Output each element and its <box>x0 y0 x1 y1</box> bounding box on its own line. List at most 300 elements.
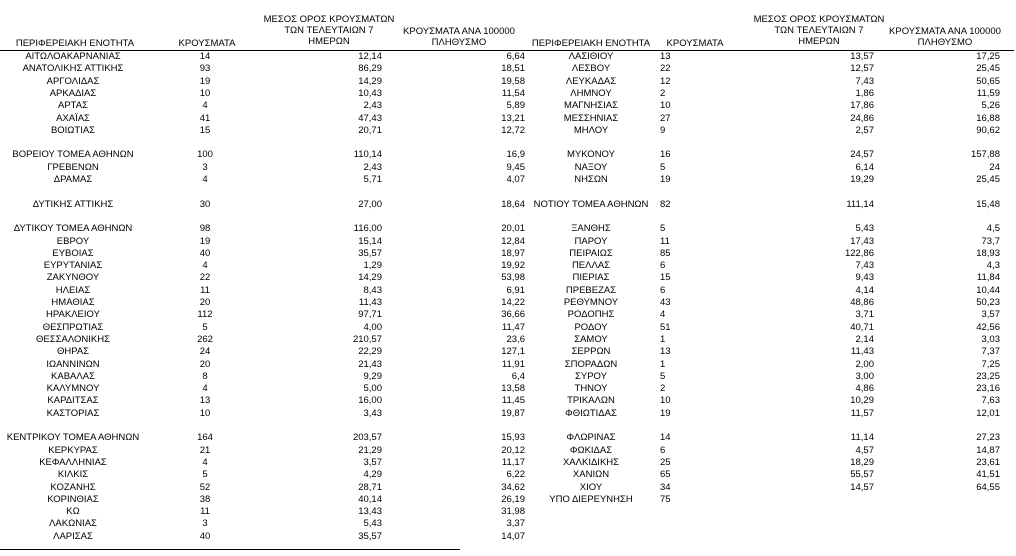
region-name: ΓΡΕΒΕΝΩΝ <box>47 161 99 173</box>
region-name: ΚΑΣΤΟΡΙΑΣ <box>46 407 100 419</box>
region-name: ΛΑΣΙΘΙΟΥ <box>568 51 614 62</box>
region-name: ΝΑΞΟΥ <box>574 161 608 173</box>
table-row <box>0 199 1016 211</box>
table-row <box>0 174 1016 186</box>
region-name: ΦΛΩΡΙΝΑΣ <box>566 432 616 444</box>
region-name: ΛΑΚΩΝΙΑΣ <box>49 518 97 530</box>
seven-day-average: 4,57 <box>855 444 874 456</box>
seven-day-average: 21,29 <box>358 444 382 456</box>
table-row <box>0 100 1016 112</box>
header-avg-line1: ΜΕΣΟΣ ΟΡΟΣ ΚΡΟΥΣΜΑΤΩΝ <box>753 14 885 25</box>
table-row <box>0 420 1016 432</box>
cases-count: 22 <box>660 63 671 75</box>
cases-count: 14 <box>660 432 671 444</box>
cases-per-100k: 41,51 <box>976 469 1000 481</box>
seven-day-average: 14,29 <box>358 272 382 284</box>
cases-per-100k: 5,89 <box>506 100 525 112</box>
cases-count: 11 <box>660 235 670 247</box>
region-name: ΔΥΤΙΚΟΥ ΤΟΜΕΑ ΑΘΗΝΩΝ <box>13 223 133 235</box>
cases-count: 51 <box>660 321 671 333</box>
cases-per-100k: 15,48 <box>976 198 1000 210</box>
cases-per-100k: 157,88 <box>970 149 1000 161</box>
seven-day-average: 5,71 <box>363 174 382 185</box>
region-name: ΚΑΡΔΙΤΣΑΣ <box>47 395 99 407</box>
table-row <box>0 285 1016 297</box>
region-name: ΠΡΕΒΕΖΑΣ <box>565 284 617 296</box>
cases-per-100k: 18,64 <box>501 198 525 210</box>
table-row <box>0 51 1016 63</box>
cases-count: 13 <box>660 51 671 62</box>
seven-day-average: 47,43 <box>358 112 382 124</box>
region-name: ΚΟΡΙΝΘΙΑΣ <box>47 493 99 505</box>
region-name: ΚΑΛΥΜΝΟΥ <box>46 383 100 395</box>
table-row <box>0 469 1016 481</box>
region-name: ΧΑΛΚΙΔΙΚΗΣ <box>562 456 620 468</box>
table-row <box>0 482 1016 494</box>
cases-count: 5 <box>202 469 208 481</box>
cases-per-100k: 12,01 <box>976 407 1000 419</box>
cases-count: 10 <box>660 100 671 112</box>
region-name: ΚΩ <box>66 506 80 518</box>
region-name: ΣΥΡΟΥ <box>575 370 607 382</box>
seven-day-average: 35,57 <box>358 530 382 542</box>
cases-per-100k: 53,98 <box>501 272 525 284</box>
cases-count: 6 <box>660 284 666 296</box>
region-name: ΦΘΙΩΤΙΔΑΣ <box>565 407 617 419</box>
cases-per-100k: 20,12 <box>501 444 525 456</box>
header-cases-left: ΚΡΟΥΣΜΑΤΑ <box>178 38 236 49</box>
cases-per-100k: 11,54 <box>501 87 525 99</box>
cases-count: 4 <box>660 309 666 321</box>
region-name: ΡΟΔΟΥ <box>574 321 608 333</box>
cases-count: 13 <box>660 346 671 358</box>
table-row <box>0 395 1016 407</box>
cases-per-100k: 23,6 <box>506 333 525 345</box>
region-name: ΚΟΖΑΝΗΣ <box>50 481 96 493</box>
seven-day-average: 97,71 <box>358 309 382 321</box>
seven-day-average: 17,86 <box>850 100 874 112</box>
header-per-line2: ΠΛΗΘΥΣΜΟ <box>431 37 487 48</box>
cases-count: 6 <box>660 444 666 456</box>
seven-day-average: 35,57 <box>358 247 382 259</box>
region-name: ΑΡΤΑΣ <box>58 100 88 112</box>
cases-count: 75 <box>660 493 671 505</box>
cases-per-100k: 15,93 <box>501 432 525 444</box>
table-row <box>0 297 1016 309</box>
seven-day-average: 110,14 <box>353 149 382 161</box>
seven-day-average: 1,86 <box>855 87 874 99</box>
cases-count: 19 <box>660 407 671 419</box>
seven-day-average: 3,71 <box>855 309 874 321</box>
cases-count: 2 <box>660 383 666 395</box>
cases-per-100k: 11,91 <box>501 358 525 370</box>
cases-per-100k: 73,7 <box>981 235 1000 247</box>
table-row <box>0 76 1016 88</box>
seven-day-average: 11,43 <box>850 346 874 358</box>
seven-day-average: 11,57 <box>850 407 874 419</box>
seven-day-average: 28,71 <box>358 481 382 493</box>
cases-per-100k: 3,03 <box>981 333 1000 345</box>
seven-day-average: 17,43 <box>850 235 874 247</box>
header-avg-left <box>262 14 396 47</box>
cases-per-100k: 12,84 <box>501 235 525 247</box>
region-name: ΛΑΡΙΣΑΣ <box>53 530 93 542</box>
cases-count: 100 <box>197 149 213 161</box>
region-name: ΡΕΘΥΜΝΟΥ <box>563 297 619 308</box>
cases-count: 20 <box>199 358 211 370</box>
region-name: ΘΕΣΣΑΛΟΝΙΚΗΣ <box>36 333 110 345</box>
region-name: ΠΑΡΟΥ <box>574 235 608 247</box>
table-row <box>0 531 1016 543</box>
seven-day-average: 40,71 <box>850 321 874 333</box>
region-name: ΗΜΑΘΙΑΣ <box>51 297 95 308</box>
region-name: ΦΩΚΙΔΑΣ <box>569 444 613 456</box>
cases-per-100k: 18,97 <box>501 247 525 259</box>
seven-day-average: 9,43 <box>855 272 874 284</box>
seven-day-average: 2,43 <box>363 161 382 173</box>
table-row <box>0 88 1016 100</box>
seven-day-average: 10,43 <box>358 87 382 99</box>
seven-day-average: 3,57 <box>363 456 382 468</box>
seven-day-average: 27,00 <box>358 198 382 210</box>
seven-day-average: 4,86 <box>855 383 874 395</box>
seven-day-average: 4,29 <box>363 469 382 481</box>
cases-per-100k: 23,16 <box>976 383 1000 395</box>
table-row <box>0 272 1016 284</box>
cases-per-100k: 4,5 <box>986 223 1000 235</box>
cases-count: 4 <box>202 100 208 112</box>
cases-per-100k: 20,01 <box>501 223 525 235</box>
seven-day-average: 22,29 <box>358 346 382 358</box>
cases-count: 4 <box>202 456 208 468</box>
seven-day-average: 19,29 <box>850 174 874 185</box>
seven-day-average: 3,43 <box>363 407 382 419</box>
cases-per-100k: 6,4 <box>511 370 525 382</box>
seven-day-average: 12,14 <box>358 51 382 62</box>
seven-day-average: 3,00 <box>855 370 874 382</box>
table-row <box>0 125 1016 137</box>
region-name: ΞΑΝΘΗΣ <box>571 223 611 235</box>
cases-per-100k: 11,45 <box>501 395 525 407</box>
cases-count: 20 <box>199 297 211 308</box>
cases-count: 9 <box>660 124 666 136</box>
region-name: ΚΕΝΤΡΙΚΟΥ ΤΟΜΕΑ ΑΘΗΝΩΝ <box>6 432 140 444</box>
table-row <box>0 162 1016 174</box>
seven-day-average: 11,43 <box>358 297 382 308</box>
cases-per-100k: 17,25 <box>976 51 1000 62</box>
cases-count: 15 <box>199 124 211 136</box>
header-per-line1: ΚΡΟΥΣΜΑΤΑ ΑΝΑ 100000 <box>889 26 1001 37</box>
table-row <box>0 346 1016 358</box>
cases-count: 98 <box>199 223 211 235</box>
region-name: ΜΑΓΝΗΣΙΑΣ <box>564 100 618 112</box>
seven-day-average: 210,57 <box>352 333 382 345</box>
region-name: ΠΕΙΡΑΙΩΣ <box>569 247 613 259</box>
table-row <box>0 334 1016 346</box>
region-name: ΝΟΤΙΟΥ ΤΟΜΕΑ ΑΘΗΝΩΝ <box>533 198 649 210</box>
cases-count: 21 <box>199 444 211 456</box>
region-name: ΣΕΡΡΩΝ <box>571 346 611 358</box>
cases-per-100k: 19,87 <box>501 407 525 419</box>
header-avg-line1: ΜΕΣΟΣ ΟΡΟΣ ΚΡΟΥΣΜΑΤΩΝ <box>263 14 395 25</box>
table-row <box>0 248 1016 260</box>
region-name: ΡΟΔΟΠΗΣ <box>567 309 615 321</box>
region-name: ΚΕΦΑΛΛΗΝΙΑΣ <box>39 456 107 468</box>
cases-per-100k: 36,66 <box>501 309 525 321</box>
cases-per-100k: 10,44 <box>976 284 1000 296</box>
cases-count: 4 <box>202 383 208 395</box>
region-name: ΧΑΝΙΩΝ <box>572 469 610 481</box>
cases-count: 1 <box>660 333 666 345</box>
cases-per-100k: 11,17 <box>501 456 525 468</box>
cases-per-100k: 7,37 <box>981 346 1000 358</box>
seven-day-average: 13,43 <box>358 506 382 518</box>
region-name: ΜΗΛΟΥ <box>573 124 609 136</box>
cases-per-100k: 12,72 <box>501 124 525 136</box>
cases-count: 65 <box>660 469 671 481</box>
seven-day-average: 48,86 <box>850 297 874 308</box>
region-name: ΘΕΣΠΡΩΤΙΑΣ <box>42 321 104 333</box>
cases-per-100k: 4,07 <box>506 174 525 185</box>
cases-count: 12 <box>660 75 671 87</box>
cases-count: 5 <box>660 161 666 173</box>
region-name: ΠΙΕΡΙΑΣ <box>572 272 610 284</box>
seven-day-average: 2,14 <box>855 333 874 345</box>
cases-count: 40 <box>199 247 211 259</box>
seven-day-average: 5,00 <box>363 383 382 395</box>
cases-count: 4 <box>202 260 208 272</box>
header-per100k-right <box>876 26 1014 48</box>
cases-count: 34 <box>660 481 671 493</box>
region-name: ΗΡΑΚΛΕΙΟΥ <box>46 309 100 321</box>
table-row <box>0 494 1016 506</box>
table-row <box>0 359 1016 371</box>
table-row <box>0 149 1016 161</box>
cases-count: 82 <box>660 198 671 210</box>
region-name: ΕΥΡΥΤΑΝΙΑΣ <box>43 260 103 272</box>
seven-day-average: 203,57 <box>352 432 382 444</box>
cases-per-100k: 16,9 <box>506 149 525 161</box>
seven-day-average: 14,29 <box>358 75 382 87</box>
cases-per-100k: 18,51 <box>501 63 525 75</box>
seven-day-average: 40,14 <box>358 493 382 505</box>
cases-per-100k: 19,58 <box>501 75 525 87</box>
cases-per-100k: 26,19 <box>501 493 525 505</box>
header-avg-right <box>752 14 886 47</box>
cases-count: 19 <box>199 235 211 247</box>
cases-per-100k: 50,23 <box>976 297 1000 308</box>
seven-day-average: 9,29 <box>363 370 382 382</box>
cases-count: 11 <box>200 284 210 296</box>
cases-per-100k: 90,62 <box>976 124 1000 136</box>
region-name: ΚΙΛΚΙΣ <box>57 469 89 481</box>
cases-per-100k: 16,88 <box>976 112 1000 124</box>
region-name: ΑΙΤΩΛΟΑΚΑΡΝΑΝΙΑΣ <box>25 51 121 62</box>
seven-day-average: 5,43 <box>363 518 382 530</box>
cases-count: 8 <box>202 370 208 382</box>
region-name: ΝΗΣΩΝ <box>574 174 608 185</box>
seven-day-average: 116,00 <box>353 223 382 235</box>
cases-per-100k: 23,25 <box>976 370 1000 382</box>
cases-per-100k: 11,84 <box>976 272 1000 284</box>
table-row <box>0 186 1016 198</box>
cases-per-100k: 11,47 <box>501 321 525 333</box>
cases-count: 41 <box>199 112 211 124</box>
cases-count: 93 <box>199 63 211 75</box>
region-name: ΤΡΙΚΑΛΩΝ <box>567 395 615 407</box>
region-name: ΒΟΡΕΙΟΥ ΤΟΜΕΑ ΑΘΗΝΩΝ <box>12 149 134 161</box>
seven-day-average: 111,14 <box>846 198 874 210</box>
region-name: ΧΙΟΥ <box>579 481 603 493</box>
table-row <box>0 432 1016 444</box>
seven-day-average: 14,57 <box>850 481 874 493</box>
seven-day-average: 24,86 <box>850 112 874 124</box>
cases-per-100k: 34,62 <box>501 481 525 493</box>
cases-per-100k: 13,21 <box>501 112 525 124</box>
cases-count: 5 <box>660 370 666 382</box>
region-name: ΗΛΕΙΑΣ <box>55 284 91 296</box>
cases-count: 25 <box>660 456 671 468</box>
cases-count: 262 <box>197 333 213 345</box>
cases-count: 10 <box>199 87 211 99</box>
table-row <box>0 309 1016 321</box>
cases-count: 112 <box>197 309 213 321</box>
cases-per-100k: 7,63 <box>981 395 1000 407</box>
cases-per-100k: 19,92 <box>501 260 525 272</box>
region-name: ΜΕΣΣΗΝΙΑΣ <box>563 112 619 124</box>
table-row <box>0 445 1016 457</box>
seven-day-average: 4,14 <box>855 284 874 296</box>
cases-count: 14 <box>199 51 211 62</box>
cases-per-100k: 9,45 <box>506 161 525 173</box>
seven-day-average: 18,29 <box>850 456 874 468</box>
region-name: ΕΥΒΟΙΑΣ <box>52 247 94 259</box>
cases-count: 13 <box>199 395 211 407</box>
table-row <box>0 137 1016 149</box>
table-row <box>0 113 1016 125</box>
seven-day-average: 20,71 <box>358 124 382 136</box>
cases-count: 27 <box>660 112 671 124</box>
seven-day-average: 6,14 <box>855 161 874 173</box>
seven-day-average: 2,00 <box>855 358 874 370</box>
header-per-line1: ΚΡΟΥΣΜΑΤΑ ΑΝΑ 100000 <box>403 26 515 37</box>
seven-day-average: 15,14 <box>358 235 382 247</box>
seven-day-average: 7,43 <box>855 75 874 87</box>
region-name: ΑΧΑΪΑΣ <box>56 112 90 124</box>
seven-day-average: 4,00 <box>363 321 382 333</box>
cases-per-100k: 42,56 <box>976 321 1000 333</box>
region-name: ΚΑΒΑΛΑΣ <box>51 370 95 382</box>
seven-day-average: 13,57 <box>850 51 874 62</box>
seven-day-average: 24,57 <box>850 149 874 161</box>
cases-count: 16 <box>660 149 671 161</box>
table-row <box>0 457 1016 469</box>
cases-per-100k: 6,91 <box>506 284 525 296</box>
header-avg-line3: ΗΜΕΡΩΝ <box>798 36 840 47</box>
cases-per-100k: 27,23 <box>976 432 1000 444</box>
cases-per-100k: 24 <box>989 161 1000 173</box>
seven-day-average: 7,43 <box>855 260 874 272</box>
cases-per-100k: 25,45 <box>976 63 1000 75</box>
seven-day-average: 12,57 <box>850 63 874 75</box>
cases-count: 85 <box>660 247 671 259</box>
region-name: ΔΡΑΜΑΣ <box>53 174 93 185</box>
region-name: ΔΥΤΙΚΗΣ ΑΤΤΙΚΗΣ <box>32 198 114 210</box>
header-avg-line2: ΤΩΝ ΤΕΛΕΥΤΑΙΩΝ 7 <box>284 25 374 36</box>
header-avg-line2: ΤΩΝ ΤΕΛΕΥΤΑΙΩΝ 7 <box>774 25 864 36</box>
table-row <box>0 63 1016 75</box>
cases-per-100k: 5,26 <box>981 100 1000 112</box>
cases-per-100k: 6,22 <box>506 469 525 481</box>
region-name: ΛΕΣΒΟΥ <box>571 63 611 75</box>
seven-day-average: 21,43 <box>358 358 382 370</box>
cases-per-100k: 64,55 <box>976 481 1000 493</box>
header-per-line2: ΠΛΗΘΥΣΜΟ <box>917 37 973 48</box>
table-row <box>0 506 1016 518</box>
seven-day-average: 16,00 <box>358 395 382 407</box>
header-region-right: ΠΕΡΙΦΕΡΕΙΑΚΗ ΕΝΟΤΗΤΑ <box>531 38 651 49</box>
cases-count: 5 <box>660 223 666 235</box>
seven-day-average: 86,29 <box>358 63 382 75</box>
cases-count: 3 <box>202 161 208 173</box>
seven-day-average: 5,43 <box>855 223 874 235</box>
cases-count: 10 <box>660 395 671 407</box>
cases-count: 11 <box>200 506 210 518</box>
cases-per-100k: 50,65 <box>976 75 1000 87</box>
table-row <box>0 371 1016 383</box>
cases-per-100k: 11,59 <box>976 87 1000 99</box>
region-name: ΕΒΡΟΥ <box>56 235 90 247</box>
cases-per-100k: 13,58 <box>501 383 525 395</box>
cases-per-100k: 14,87 <box>976 444 1000 456</box>
cases-count: 19 <box>199 75 211 87</box>
seven-day-average: 8,43 <box>363 284 382 296</box>
table-row <box>0 408 1016 420</box>
header-region-left: ΠΕΡΙΦΕΡΕΙΑΚΗ ΕΝΟΤΗΤΑ <box>15 38 135 49</box>
cases-per-100k: 127,1 <box>501 346 525 358</box>
table-row <box>0 518 1016 530</box>
region-name: ΠΕΛΛΑΣ <box>571 260 611 272</box>
cases-count: 164 <box>197 432 213 444</box>
region-name: ΛΕΥΚΑΔΑΣ <box>565 75 617 87</box>
cases-per-100k: 25,45 <box>976 174 1000 185</box>
table-row <box>0 260 1016 272</box>
cases-count: 52 <box>199 481 211 493</box>
cases-count: 15 <box>660 272 671 284</box>
seven-day-average: 2,43 <box>363 100 382 112</box>
region-name: ΣΠΟΡΑΔΩΝ <box>564 358 618 370</box>
header-per100k-left <box>390 26 528 48</box>
seven-day-average: 2,57 <box>855 124 874 136</box>
cases-count: 30 <box>199 198 211 210</box>
header-cases-right: ΚΡΟΥΣΜΑΤΑ <box>666 38 724 49</box>
table-row <box>0 223 1016 235</box>
cases-count: 5 <box>202 321 208 333</box>
cases-per-100k: 3,37 <box>506 518 525 530</box>
seven-day-average: 1,29 <box>363 260 382 272</box>
seven-day-average: 10,29 <box>850 395 874 407</box>
cases-per-100k: 3,57 <box>981 309 1000 321</box>
region-name: ΒΟΙΩΤΙΑΣ <box>50 124 96 136</box>
region-name: ΜΥΚΟΝΟΥ <box>567 149 615 161</box>
cases-count: 24 <box>199 346 211 358</box>
region-name: ΙΩΑΝΝΙΝΩΝ <box>46 358 100 370</box>
table-row <box>0 383 1016 395</box>
cases-per-100k: 4,3 <box>986 260 1000 272</box>
cases-count: 22 <box>199 272 211 284</box>
region-name: ΥΠΟ ΔΙΕΡΕΥΝΗΣΗ <box>549 493 633 505</box>
header-avg-line3: ΗΜΕΡΩΝ <box>308 36 350 47</box>
